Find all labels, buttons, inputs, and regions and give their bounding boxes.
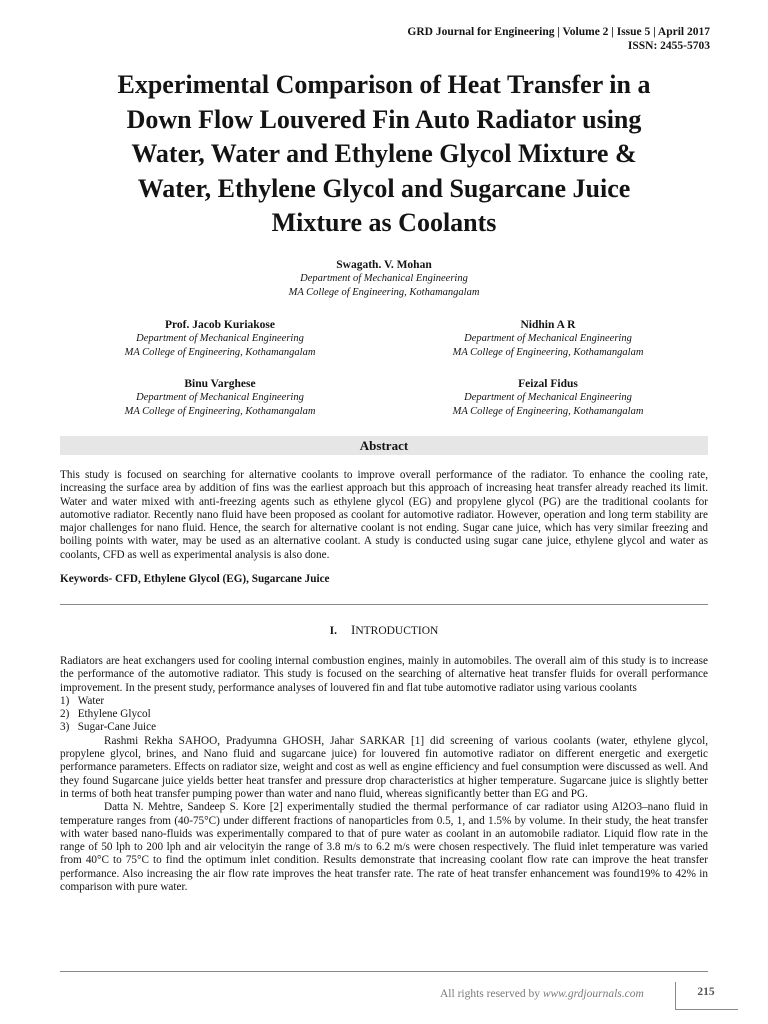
page-number: 215: [697, 986, 715, 998]
title-line: Experimental Comparison of Heat Transfer in a: [117, 70, 651, 99]
author-name: Prof. Jacob Kuriakose: [165, 319, 275, 331]
title-line: Water, Water and Ethylene Glycol Mixture &: [131, 139, 637, 168]
author-block: [398, 318, 698, 360]
journal-header: [407, 26, 710, 53]
title-line: Mixture as Coolants: [271, 208, 497, 237]
author-department: Department of Mechanical Engineering: [300, 273, 468, 284]
author-block: [70, 318, 370, 360]
author-department: Department of Mechanical Engineering: [136, 392, 304, 403]
title-line: Water, Ethylene Glycol and Sugarcane Juice: [137, 173, 631, 203]
author-department: Department of Mechanical Engineering: [136, 333, 304, 344]
author-name: Swagath. V. Mohan: [336, 259, 432, 271]
section-divider: [60, 604, 708, 605]
section-number: I.: [329, 625, 337, 637]
section-title-initial: I: [350, 622, 356, 637]
author-college: MA College of Engineering, Kothamangalam: [124, 406, 316, 417]
abstract-heading: Abstract: [60, 436, 708, 455]
paragraph: Datta N. Mehtre, Sandeep S. Kore [2] experimentally studied the thermal performance of car radiator using Al2O3–nano fluid in temperature ranges from (40-75°C) under different fractions of nanoparticles from 0.5, 1, and 1.5% by volume. In their study, the heat transfer with water based nano-fluids was experimentally compared to that of pure water as coolant in an automobile radiator. Liquid flow rate in the range of 50 lph to 200 lph and air velocityin the range of 3.8 m/s to 6.2 m/s were chosen respectively. The fluid inlet temperature was varied from 40°C to 75°C to find the optimum inlet condition. Results demonstrate that increasing coolant flow rate can improve the heat transfer performance. Also increasing the air flow rate improves the heat transfer rate. The rate of heat transfer enhancement was found19% to 42% in comparison with pure water.: [60, 801, 708, 894]
body-text: [60, 655, 708, 894]
author-name: Nidhin A R: [520, 319, 576, 331]
journal-info: GRD Journal for Engineering | Volume 2 | Issue 5 | April 2017: [407, 26, 710, 38]
coolant-list: [60, 695, 708, 735]
author-college: MA College of Engineering, Kothamangalam: [288, 287, 480, 298]
author-name: Feizal Fidus: [518, 378, 578, 390]
rights-text: All rights reserved by: [440, 988, 543, 1000]
journal-website-link[interactable]: www.grdjournals.com: [542, 988, 644, 1000]
keywords: Keywords- CFD, Ethylene Glycol (EG), Sugarcane Juice: [60, 573, 330, 585]
list-item: 3) Sugar-Cane Juice: [60, 721, 157, 734]
author-block: [70, 377, 370, 419]
author-department: Department of Mechanical Engineering: [464, 392, 632, 403]
list-item: 2) Ethylene Glycol: [60, 708, 151, 721]
footer-rights: [440, 987, 644, 1001]
section-title-rest: NTRODUCTION: [355, 625, 439, 637]
author-college: MA College of Engineering, Kothamangalam: [452, 347, 644, 358]
author-block: [398, 377, 698, 419]
list-item: 1) Water: [60, 694, 105, 707]
author-department: Department of Mechanical Engineering: [464, 333, 632, 344]
title-line: Down Flow Louvered Fin Auto Radiator using: [126, 104, 642, 134]
author-block-main: [234, 258, 534, 300]
section-heading: [60, 622, 708, 639]
issn: ISSN: 2455-5703: [627, 39, 710, 52]
paragraph: Radiators are heat exchangers used for cooling internal combustion engines, mainly in automobiles. The overall aim of this study is to increase the performance of the automotive radiator. This study is focused on the searching of alternative heat transfer fluids for overall performance improvement. In the present study, performance analyses of louvered fin and flat tube automotive radiator using various coolants: [60, 655, 708, 694]
abstract-text: This study is focused on searching for alternative coolants to improve overall performance of the radiator. To enhance the cooling rate, increasing the surface area by addition of fins was the earliest approach but this approach of increasing heat transfer already reached its limit. Water and water mixed with anti-freezing agents such as ethylene glycol (EG) and propylene glycol (PG) are the traditional coolants for automotive radiator. Recently nano fluid have been proposed as coolant for automotive radiator. However, operation and long term stability are major challenges for nano fluid. Hence, the search for alternative coolant is not ending. Sugar cane juice, which has very similar freezing and boiling points with water, may be used as an alternative coolant. A study is conducted using sugar cane juice, ethylene glycol and water as coolants, CFD as well as experimental analysis is also done.: [60, 469, 708, 561]
author-college: MA College of Engineering, Kothamangalam: [452, 406, 644, 417]
paper-title: [40, 68, 728, 241]
author-name: Binu Varghese: [184, 378, 256, 390]
footer-divider: [60, 971, 708, 972]
author-college: MA College of Engineering, Kothamangalam: [124, 347, 316, 358]
paragraph: Rashmi Rekha SAHOO, Pradyumna GHOSH, Jahar SARKAR [1] did screening of various coolants (water, ethylene glycol, propylene glycol, brines, and Nano fluid and sugarcane juice) for louvered fin automotive radiator on different energetic and exergetic performance parameters. Effects on radiator size, weight and cost as well as engine efficiency and fuel consumption were discussed as well. And they found Sugarcane juice yields better heat transfer and pressure drop characteristics at higher temperature. Sugarcane juice is slightly better in terms of both heat transfer pumping power than water and nano fluid, whereas significantly better than EG and PG.: [60, 734, 708, 800]
